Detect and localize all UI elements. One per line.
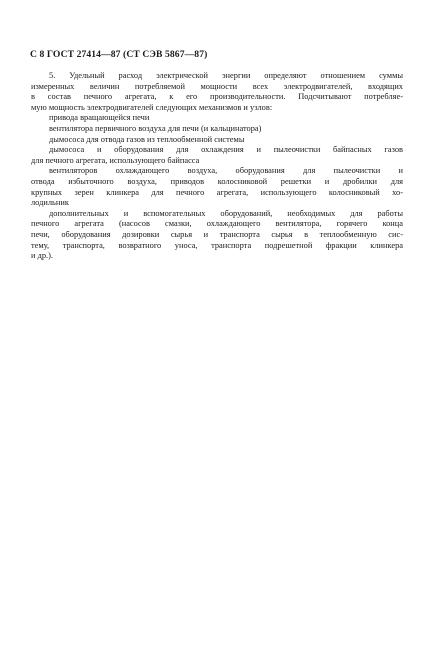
text-line: тему, транспорта, возвратного уноса, транспорта подрешетной фракции клинкера [31,240,403,250]
list-item: вентиляторов охлаждающего воздуха, оборудования для пылеочистки и [49,166,403,176]
page-header: С 8 ГОСТ 27414—87 (СТ СЭВ 5867—87) [30,49,208,60]
list-item: дополнительных и вспомогательных оборудований, необходимых для работы [49,208,403,218]
list-item: привода вращающейся печи [49,113,150,123]
text-line: крупных зерен клинкера для печного агрегата, использующего колосниковый хо- [31,187,403,197]
text-line: 5. Удельный расход электрической энергии определяют отношением суммы [49,71,403,80]
text-line: измеренных величин потребляемой мощности всех электродвигателей, входящих [31,81,403,91]
text-line: печного агрегата (насосов смазки, охлаждающего вентилятора, горячего конца [31,219,403,229]
text-line: в состав печного агрегата, к его производительности. Подсчитывают потребляе- [31,92,403,102]
text-line: отвода избыточного воздуха, приводов колосниковой решетки и дробилки для [31,176,403,186]
text-line: лодильник [31,198,69,208]
text-line: печи, оборудования дозировки сырья и транспорта сырья в теплообменную сис- [31,229,403,239]
clause-5-text [31,71,403,262]
list-item: дымососа для отвода газов из теплообменной системы [49,134,245,144]
list-item: вентилятора первичного воздуха для печи (и кальцинатора) [49,123,262,133]
text-line: мую мощность электродвигателей следующих механизмов и узлов: [31,102,273,112]
list-item: дымососа и оборудования для охлаждения и пылеочистки байпасных газов [49,145,403,155]
text-line: для печного агрегата, использующего байпасса [31,155,200,165]
text-line: и др.). [31,251,54,261]
